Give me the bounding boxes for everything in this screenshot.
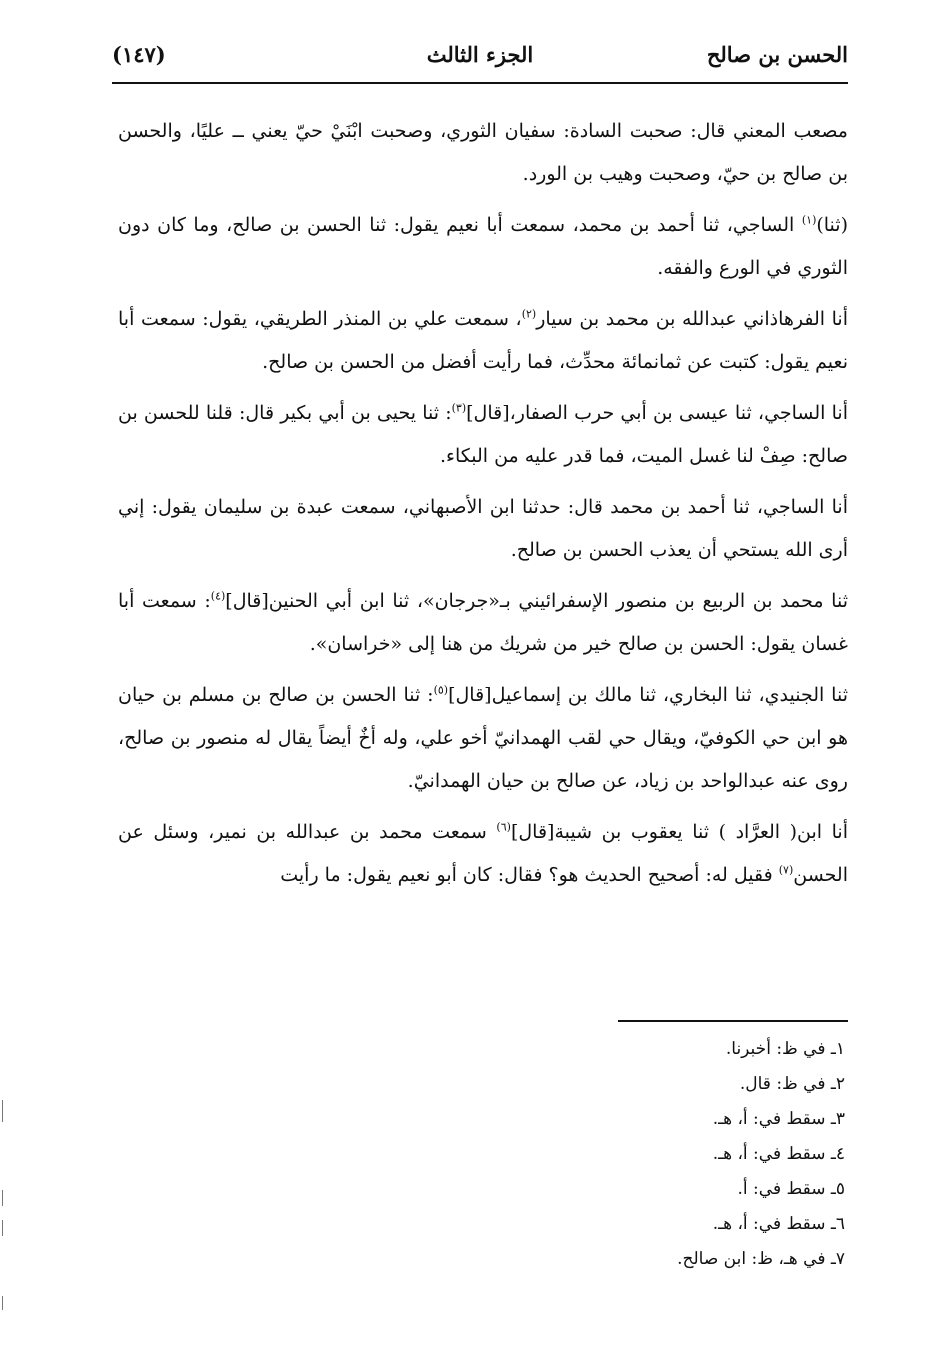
scan-edge-mark bbox=[2, 1296, 3, 1310]
paragraph: أنا ابن( العرَّاد ) ثنا يعقوب بن شيبة[قال]$^{(٦)}$ سمعت محمد بن عبدالله بن نمير، وسئل عن الحسن$^{(٧)}$ فقيل له: أصحيح الحديث هو؟ فقال: كان أبو نعيم يقول: ما رأيت bbox=[118, 820, 848, 886]
header-rule bbox=[112, 82, 848, 84]
header-chapter-title: الحسن بن صالح bbox=[706, 42, 848, 67]
footnote: ٦ـ سقط في: أ، هـ. bbox=[712, 1214, 845, 1234]
footnote: ٢ـ في ظ: قال. bbox=[739, 1074, 845, 1094]
paragraph: ثنا محمد بن الربيع بن منصور الإسفرائيني بـ«جرجان»، ثنا ابن أبي الحنين[قال]$^{(٤)}$: سمعت أبا غسان يقول: الحسن بن صالح خير من شريك من هنا إلى «خراسان». bbox=[118, 589, 848, 655]
footnote-rule bbox=[618, 1020, 848, 1022]
paragraph: أنا الفرهاذاني عبدالله بن محمد بن سيار$^{(٢)}$، سمعت علي بن المنذر الطريقي، يقول: سمعت أبا نعيم يقول: كتبت عن ثمانمائة محدِّث، فما رأيت أفضل من الحسن بن صالح. bbox=[118, 307, 848, 373]
footnote: ٥ـ سقط في: أ. bbox=[737, 1179, 845, 1199]
paragraph: أنا الساجي، ثنا عيسى بن أبي حرب الصفار،[قال]$^{(٣)}$: ثنا يحيى بن أبي بكير قال: قلنا للحسن بن صالح: صِفْ لنا غسل الميت، فما قدر عليه من البكاء. bbox=[118, 401, 848, 467]
footnote: ٣ـ سقط في: أ، هـ. bbox=[712, 1109, 845, 1129]
header-volume-title: الجزء الثالث bbox=[426, 42, 534, 67]
scan-edge-mark bbox=[2, 1220, 3, 1236]
scan-edge-mark bbox=[2, 1100, 3, 1122]
footnote: ٤ـ سقط في: أ، هـ. bbox=[712, 1144, 845, 1164]
running-header bbox=[112, 38, 848, 80]
scan-edge-mark bbox=[2, 1190, 3, 1206]
page-number: (١٤٧) bbox=[112, 42, 166, 67]
paragraph: (ثنا)$^{(١)}$ الساجي، ثنا أحمد بن محمد، سمعت أبا نعيم يقول: ثنا الحسن بن صالح، وما كان دون الثوري في الورع والفقه. bbox=[118, 213, 848, 279]
paragraph: ثنا الجنيدي، ثنا البخاري، ثنا مالك بن إسماعيل[قال]$^{(٥)}$: ثنا الحسن بن صالح بن مسلم بن حيان هو ابن حي الكوفيّ، ويقال حي لقب الهمدانيّ أخو علي، وله أخٌ أيضاً يقال له منصور بن صالح، روى عنه عبدالواحد بن زياد، عن صالح بن حيان الهمدانيّ. bbox=[118, 683, 848, 792]
footnote: ١ـ في ظ: أخبرنا. bbox=[725, 1039, 845, 1059]
footnotes bbox=[560, 1032, 845, 1277]
paragraph: أنا الساجي، ثنا أحمد بن محمد قال: حدثنا ابن الأصبهاني، سمعت عبدة بن سليمان يقول: إني أرى الله يستحي أن يعذب الحسن بن صالح. bbox=[118, 496, 848, 561]
footnote: ٧ـ في هـ، ظ: ابن صالح. bbox=[677, 1249, 845, 1269]
paragraph: مصعب المعني قال: صحبت السادة: سفيان الثوري، وصحبت ابْنَيْ حيّ يعني ــ عليًا، والحسن بن صالح بن حيّ، وصحبت وهيب بن الورد. bbox=[118, 120, 848, 185]
main-text bbox=[118, 110, 848, 905]
